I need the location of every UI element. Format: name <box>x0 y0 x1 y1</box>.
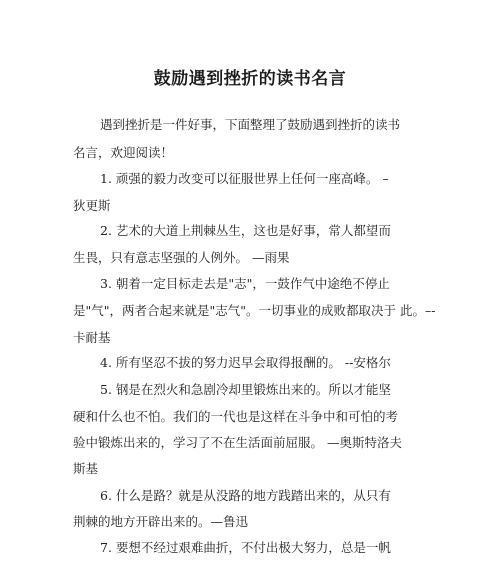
quote-3-author: 卡耐基 <box>73 330 111 345</box>
quote-3-line-1: 3. 朝着一定目标走去是"志"，一鼓作气中途绝不停止 <box>100 276 390 291</box>
quote-6-line-2: 荆棘的地方开辟出来的。—鲁迅 <box>73 514 249 529</box>
quote-6-line-1: 6. 什么是路？就是从没路的地方践踏出来的，从只有 <box>100 488 391 503</box>
intro-line-2: 名言，欢迎阅读！ <box>73 145 174 160</box>
quote-3-line-2: 是"气"，两者合起来就是"志气"。一切事业的成败都取决于 此。–- <box>73 303 436 318</box>
document-title: 鼓励遇到挫折的读书名言 <box>153 69 347 89</box>
quote-4-line-1: 4. 所有坚忍不拔的努力迟早会取得报酬的。 --安格尔 <box>100 355 391 370</box>
quote-5-line-1: 5. 钢是在烈火和急剧冷却里锻炼出来的。所以才能坚 <box>100 382 391 397</box>
intro-line-1: 遇到挫折是一件好事，下面整理了鼓励遇到挫折的读书 <box>100 117 401 132</box>
quote-5-author: 斯基 <box>73 461 99 476</box>
quote-5-line-2: 硬和什么也不怕。我们的一代也是这样在斗争中和可怕的考 <box>73 409 399 424</box>
quote-1-line-1: 1. 顽强的毅力改变可以征服世界上任何一座高峰。 – <box>100 171 389 186</box>
quote-2-line-1: 2. 艺术的大道上荆棘丛生，这也是好事，常人都望而 <box>100 223 391 238</box>
quote-2-line-2: 生畏，只有意志坚强的人例外。 —雨果 <box>73 250 290 265</box>
quote-1-author: 狄更斯 <box>73 198 111 213</box>
quote-7-line-1: 7. 要想不经过艰难曲折，不付出极大努力，总是一帆 <box>100 540 391 555</box>
quote-5-line-3: 验中锻炼出来的，学习了不在生活面前屈服。 —奥斯特洛夫 <box>73 435 402 450</box>
